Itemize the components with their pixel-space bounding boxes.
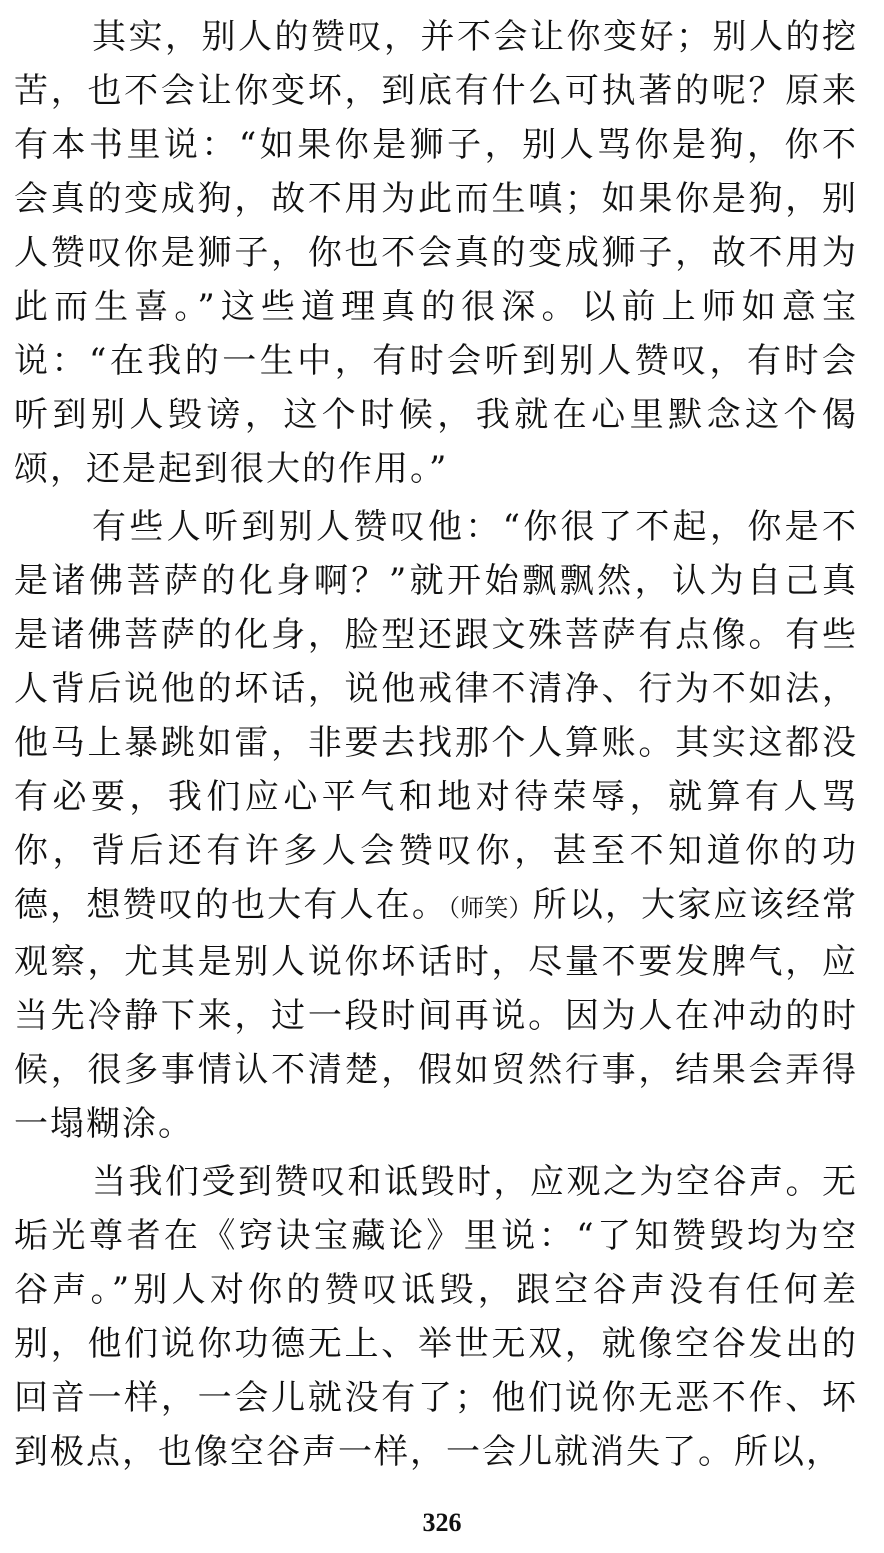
paragraph-2-text-before: 有些人听到别人赞叹他：“你很了不起，你是不是诸佛菩萨的化身啊？”就开始飘飘然，认为自己真是诸佛菩萨的化身，脸型还跟文殊菩萨有点像。有些人背后说他的坏话，说他戒律不清净、行为不如法，他马上暴跳如雷，非要去找那个人算账。其实这都没有必要，我们应心平气和地对待荣辱，就算有人骂你，背后还有许多人会赞叹你，甚至不知道你的功德，想赞叹的也大有人在。 bbox=[14, 507, 858, 925]
paragraph-2 bbox=[14, 500, 858, 1151]
paragraph-2-aside: （师笑） bbox=[448, 894, 533, 922]
paragraph-1 bbox=[14, 10, 858, 496]
paragraph-2-text-after: 所以，大家应该经常观察，尤其是别人说你坏话时，尽量不要发脾气，应当先冷静下来，过一段时间再说。因为人在冲动的时候，很多事情认不清楚，假如贸然行事，结果会弄得一塌糊涂。 bbox=[14, 885, 859, 1144]
paragraph-1-text: 其实，别人的赞叹，并不会让你变好；别人的挖苦，也不会让你变坏，到底有什么可执著的呢？原来有本书里说：“如果你是狮子，别人骂你是狗，你不会真的变成狗，故不用为此而生嗔；如果你是狗，别人赞叹你是狮子，你也不会真的变成狮子，故不用为此而生喜。”这些道理真的很深。以前上师如意宝说：“在我的一生中，有时会听到别人赞叹，有时会听到别人毁谤，这个时候，我就在心里默念这个偈颂，还是起到很大的作用。” bbox=[14, 17, 858, 489]
page-number: 326 bbox=[422, 1508, 462, 1537]
paragraph-3 bbox=[14, 1155, 858, 1479]
paragraph-3-text: 当我们受到赞叹和诋毁时，应观之为空谷声。无垢光尊者在《窍诀宝藏论》里说：“了知赞毁均为空谷声。”别人对你的赞叹诋毁，跟空谷声没有任何差别，他们说你功德无上、举世无双，就像空谷发出的回音一样，一会儿就没有了；他们说你无恶不作、坏到极点，也像空谷声一样，一会儿就消失了。所以， bbox=[14, 1162, 858, 1472]
page-body bbox=[14, 10, 858, 1479]
